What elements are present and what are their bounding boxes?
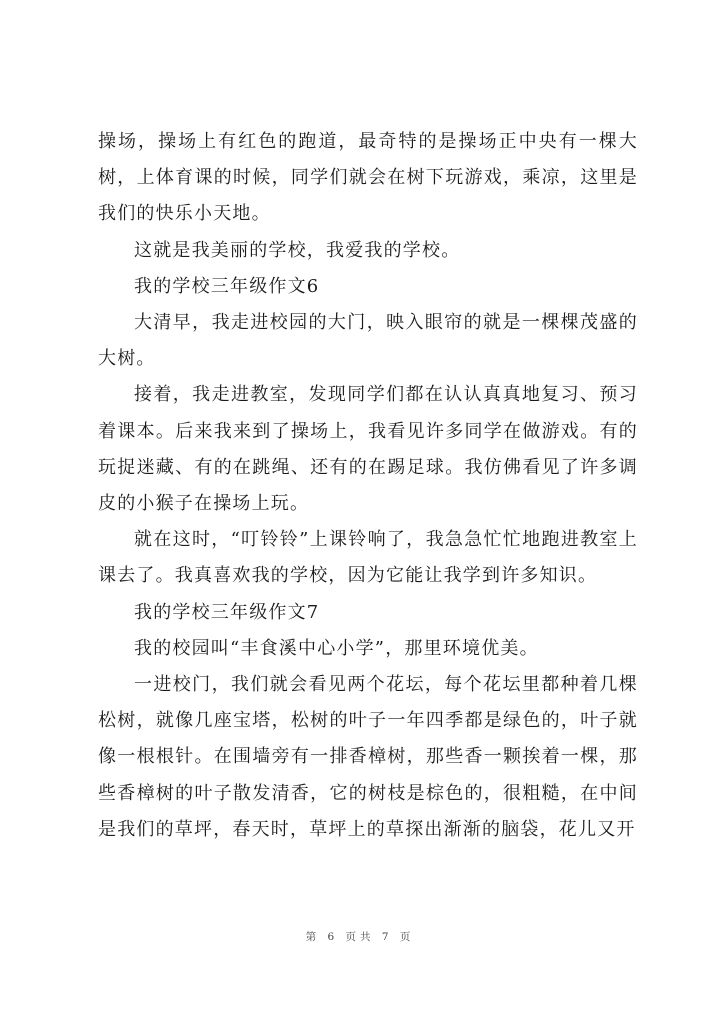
paragraph-6: 我的校园叫“丰食溪中心小学”，那里环境优美。 <box>134 637 539 659</box>
document-body <box>98 124 638 848</box>
paragraph-1: 操场，操场上有红色的跑道，最奇特的是操场正中央有一棵大树，上体育课的时候，同学们就会在树下玩游戏，乘凉，这里是我们的快乐小天地。 <box>98 131 638 225</box>
paragraph-7: 一进校门，我们就会看见两个花坛，每个花坛里都种着几棵松树，就像几座宝塔，松树的叶子一年四季都是绿色的，叶子就像一根根针。在围墙旁有一排香樟树，那些香一颗挨着一棵，那些香樟树的叶子散发清香，它的树枝是棕色的，很粗糙，在中间是我们的草坪，春天时，草坪上的草探出渐渐的脑袋，花儿又开 <box>98 674 638 840</box>
paragraph-4: 接着，我走进教室，发现同学们都在认认真真地复习、预习着课本。后来我来到了操场上，我看见许多同学在做游戏。有的玩捉迷藏、有的在跳绳、还有的在踢足球。我仿佛看见了许多调皮的小猴子在操场上玩。 <box>98 384 638 515</box>
paragraph-5: 就在这时，“叮铃铃”上课铃响了，我急急忙忙地跑进教室上课去了。我真喜欢我的学校，因为它能让我学到许多知识。 <box>98 529 638 587</box>
paragraph-2: 这就是我美丽的学校，我爱我的学校。 <box>134 239 461 261</box>
section-heading-essay-6: 我的学校三年级作文6 <box>134 275 320 297</box>
section-heading-essay-7: 我的学校三年级作文7 <box>134 601 320 623</box>
paragraph-3: 大清早，我走进校园的大门，映入眼帘的就是一棵棵茂盛的大树。 <box>98 312 638 370</box>
page-number-footer: 第 6 页共 7 页 <box>305 931 415 943</box>
